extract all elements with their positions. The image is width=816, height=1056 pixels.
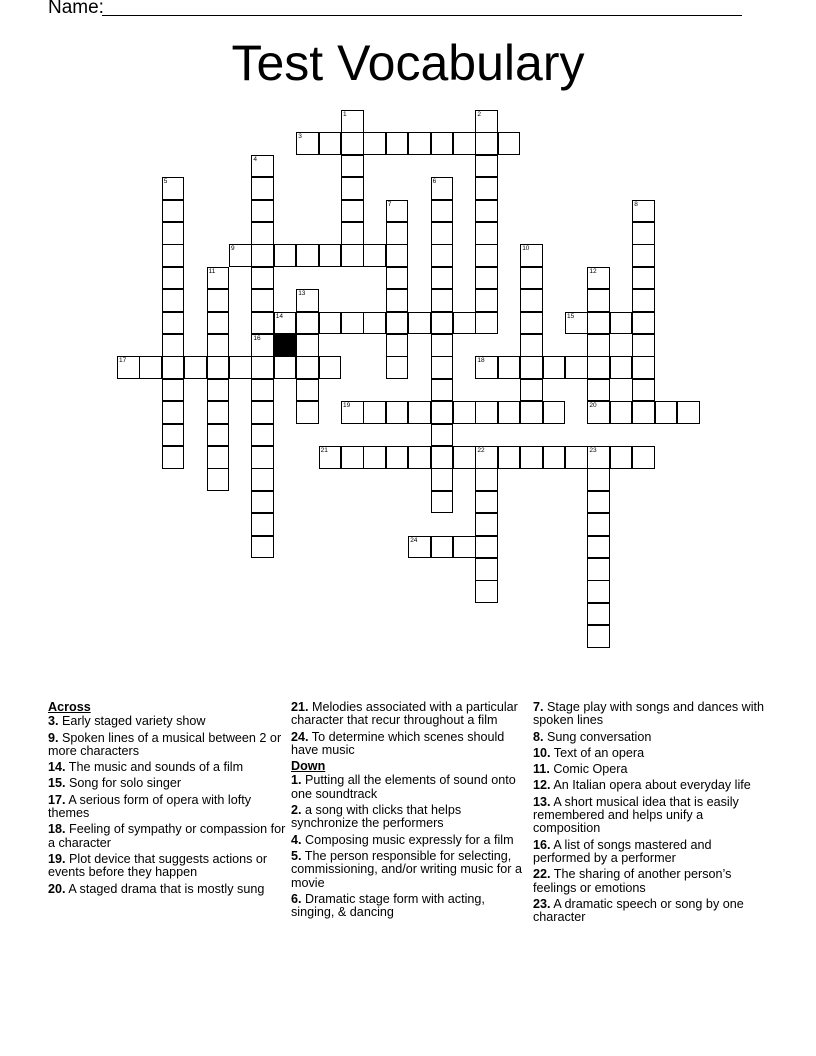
clue-text: Song for solo singer [69,776,182,791]
grid-cell[interactable] [207,356,230,379]
grid-cell[interactable] [610,312,633,335]
clue-across [291,701,529,728]
clue-down [291,804,529,831]
grid-cell[interactable] [475,222,498,245]
grid-cell[interactable] [251,424,274,447]
grid-cell[interactable] [498,401,521,424]
grid-cell[interactable] [431,177,454,200]
grid-cell[interactable] [162,267,185,290]
grid-cell[interactable] [520,312,543,335]
grid-cell[interactable] [520,334,543,357]
clue-number: 11 [208,267,216,275]
clues-column-2 [291,701,529,922]
clue-number: 11. [533,762,550,777]
clue-number: 21. [291,700,309,714]
grid-cell[interactable] [520,356,543,379]
grid-cell[interactable] [431,312,454,335]
grid-cell[interactable] [229,244,252,267]
grid-cell[interactable] [296,289,319,312]
grid-cell[interactable] [251,536,274,559]
grid-cell[interactable] [587,558,610,581]
grid-cell[interactable] [207,334,230,357]
grid-cell[interactable] [251,356,274,379]
clue-number: 22. [533,867,551,882]
grid-cell[interactable] [251,244,274,267]
grid-cell[interactable] [632,200,655,223]
grid-cell[interactable] [341,401,364,424]
grid-cell[interactable] [117,356,140,379]
grid-cell[interactable] [475,200,498,223]
grid-cell[interactable] [296,244,319,267]
clue-number: 13 [298,290,306,298]
grid-cell[interactable] [319,244,342,267]
clue-down [533,839,771,866]
grid-cell[interactable] [587,536,610,559]
grid-cell[interactable] [162,244,185,267]
grid-cell[interactable] [363,312,386,335]
grid-cell[interactable] [296,379,319,402]
grid-cell[interactable] [408,132,431,155]
grid-cell[interactable] [520,267,543,290]
clue-number: 3 [298,133,302,141]
clue-number: 9 [231,245,235,253]
clue-number: 9. [48,730,59,745]
grid-cell[interactable] [475,536,498,559]
clue-number: 10 [522,245,530,253]
clue-text: To determine which scenes should have music [291,729,505,757]
grid-cell[interactable] [341,244,364,267]
grid-cell[interactable] [520,289,543,312]
grid-cell[interactable] [251,379,274,402]
grid-cell[interactable] [274,312,297,335]
grid-cell[interactable] [296,356,319,379]
grid-cell[interactable] [475,401,498,424]
grid-cell[interactable] [632,244,655,267]
grid-cell[interactable] [319,356,342,379]
clue-text: A list of songs mastered and performed by a performer [533,837,712,865]
grid-cell[interactable] [475,177,498,200]
across-heading: Across [48,700,91,714]
clue-number: 7 [387,200,392,208]
clue-number: 13. [533,794,551,809]
grid-cell[interactable] [587,356,610,379]
clues-column-3 [533,701,771,927]
grid-cell[interactable] [475,580,498,603]
grid-cell[interactable] [565,446,588,469]
grid-cell[interactable] [587,468,610,491]
grid-cell[interactable] [251,401,274,424]
grid-cell[interactable] [565,356,588,379]
clue-text: Melodies associated with a particular character that recur throughout a film [291,700,518,728]
clue-number: 16. [533,837,551,852]
grid-cell[interactable] [453,536,476,559]
grid-cell[interactable] [251,468,274,491]
grid-cell[interactable] [207,401,230,424]
grid-cell[interactable] [274,244,297,267]
grid-cell[interactable] [363,401,386,424]
grid-cell[interactable] [587,267,610,290]
clue-down [533,747,771,760]
grid-cell[interactable] [386,200,409,223]
clue-number: 21 [320,447,328,454]
grid-cell[interactable] [431,424,454,447]
grid-cell[interactable] [139,356,162,379]
clue-across [48,823,286,850]
grid-cell[interactable] [431,289,454,312]
grid-cell[interactable] [408,401,431,424]
clues-column-1 [48,701,286,899]
clue-down [291,893,529,920]
clue-number: 18 [477,357,485,365]
clue-text: Putting all the elements of sound onto one soundtrack [291,773,516,801]
page-title: Test Vocabulary [231,35,585,91]
grid-cell[interactable] [520,446,543,469]
grid-cell[interactable] [386,222,409,245]
grid-cell[interactable] [475,289,498,312]
grid-cell[interactable] [677,401,700,424]
grid-cell[interactable] [587,446,610,469]
grid-cell[interactable] [162,424,185,447]
clue-across [48,883,286,896]
grid-cell[interactable] [565,312,588,335]
grid-cell[interactable] [475,558,498,581]
grid-cell[interactable] [251,222,274,245]
clue-number: 20. [48,881,66,896]
clue-number: 12. [533,778,551,793]
clue-down [533,868,771,895]
clue-down [291,850,529,890]
clue-text: Early staged variety show [62,714,206,729]
grid-cell[interactable] [475,267,498,290]
grid-cell[interactable] [408,536,431,559]
clue-across [291,731,529,758]
clue-number: 12 [589,267,597,275]
clue-text: The sharing of another person’s feelings or emotions [533,867,732,895]
clue-number: 24. [291,729,309,744]
grid-cell[interactable] [386,289,409,312]
clue-number: 6. [291,891,302,906]
grid-cell[interactable] [251,513,274,536]
grid-cell[interactable] [475,132,498,155]
grid-cell[interactable] [520,401,543,424]
grid-cell[interactable] [431,222,454,245]
grid-cell[interactable] [207,267,230,290]
clue-number: 14 [275,312,284,320]
grid-cell[interactable] [520,379,543,402]
clue-text: Plot device that suggests actions or events before they happen [48,851,268,880]
grid-cell[interactable] [207,446,230,469]
grid-cell[interactable] [386,312,409,335]
grid-cell[interactable] [386,401,409,424]
clue-text: Dramatic stage form with acting, singing, & dancing [291,891,485,920]
grid-cell[interactable] [341,110,364,133]
grid-cell[interactable] [543,446,566,469]
clue-text: The person responsible for selecting, commissioning, and/or writing music for a movie [291,848,522,890]
grid-cell[interactable] [475,491,498,514]
grid-cell[interactable] [431,334,454,357]
clue-down [533,796,771,836]
grid-cell[interactable] [296,334,319,357]
grid-cell[interactable] [543,356,566,379]
clue-number: 3. [48,714,59,729]
grid-cell[interactable] [431,468,454,491]
clue-number: 24 [410,536,418,544]
clue-number: 5. [291,848,302,863]
clue-number: 5 [163,178,168,186]
clue-text: a song with clicks that helps synchronize the performers [291,803,462,831]
grid-cell[interactable] [587,379,610,402]
grid-cell[interactable] [632,379,655,402]
clue-number: 4. [291,832,302,847]
grid-cell[interactable] [431,379,454,402]
grid-cell[interactable] [386,446,409,469]
grid-cell[interactable] [363,244,386,267]
grid-cell[interactable] [453,446,476,469]
clue-number: 17 [119,357,127,365]
grid-cell[interactable] [632,356,655,379]
grid-cell[interactable] [520,244,543,267]
clue-number: 14. [48,760,66,775]
grid-cell[interactable] [162,356,185,379]
clue-text: A short musical idea that is easily remembered and helps unify a composition [533,794,739,836]
grid-cell[interactable] [632,401,655,424]
grid-cell[interactable] [251,289,274,312]
grid-cell[interactable] [587,625,610,648]
grid-cell[interactable] [207,424,230,447]
clue-down [533,763,771,776]
clue-text: A dramatic speech or song by one character [533,896,744,925]
grid-cell[interactable] [207,468,230,491]
grid-cell[interactable] [386,334,409,357]
clue-down [291,834,529,847]
clue-text: Composing music expressly for a film [305,832,514,847]
grid-cell[interactable] [162,379,185,402]
clue-number: 4 [253,155,258,163]
grid-cell[interactable] [229,356,252,379]
grid-cell[interactable] [632,267,655,290]
clue-number: 18. [48,822,66,837]
grid-cell[interactable] [632,446,655,469]
grid-cell[interactable] [431,267,454,290]
clue-text: Text of an opera [553,745,645,760]
grid-cell[interactable] [431,401,454,424]
clue-number: 2. [291,803,302,818]
grid-cell[interactable] [587,603,610,626]
name-label: Name: [48,0,104,18]
grid-cell[interactable] [341,222,364,245]
grid-cell[interactable] [296,401,319,424]
grid-cell[interactable] [341,200,364,223]
grid-cell[interactable] [341,446,364,469]
grid-cell[interactable] [207,379,230,402]
clue-number: 23. [533,896,551,911]
clue-number: 17. [48,792,66,807]
clue-across [48,761,286,774]
grid-cell[interactable] [207,312,230,335]
grid-cell[interactable] [475,155,498,178]
grid-cell[interactable] [632,334,655,357]
grid-cell[interactable] [341,155,364,178]
grid-cell[interactable] [475,244,498,267]
grid-cell[interactable] [475,356,498,379]
grid-cell[interactable] [632,312,655,335]
grid-cell[interactable] [610,356,633,379]
grid-cell[interactable] [610,446,633,469]
grid-cell[interactable] [386,244,409,267]
grid-cell[interactable] [341,177,364,200]
grid-cell[interactable] [475,110,498,133]
clue-text: The music and sounds of a film [68,760,244,775]
grid-cell[interactable] [453,401,476,424]
grid-cell[interactable] [363,446,386,469]
grid-cell[interactable] [386,356,409,379]
grid-cell[interactable] [632,289,655,312]
grid-cell[interactable] [475,312,498,335]
grid-cell[interactable] [296,132,319,155]
grid-cell[interactable] [341,132,364,155]
grid-cell[interactable] [319,446,342,469]
grid-cell-black [274,334,297,357]
grid-cell[interactable] [610,401,633,424]
clue-down [533,731,771,744]
grid-cell[interactable] [251,267,274,290]
grid-cell[interactable] [587,491,610,514]
grid-cell[interactable] [453,312,476,335]
grid-cell[interactable] [386,132,409,155]
grid-cell[interactable] [162,222,185,245]
grid-cell[interactable] [319,132,342,155]
grid-cell[interactable] [251,177,274,200]
grid-cell[interactable] [207,289,230,312]
grid-cell[interactable] [162,334,185,357]
clue-across [48,715,286,728]
grid-cell[interactable] [475,468,498,491]
grid-cell[interactable] [251,312,274,335]
grid-cell[interactable] [274,356,297,379]
grid-cell[interactable] [543,401,566,424]
grid-cell[interactable] [184,356,207,379]
grid-cell[interactable] [319,312,342,335]
clue-number: 2 [477,111,482,118]
grid-cell[interactable] [475,513,498,536]
clue-number: 8. [533,729,544,744]
grid-cell[interactable] [363,132,386,155]
grid-cell[interactable] [251,155,274,178]
clue-text: Feeling of sympathy or compassion for a character [48,822,286,850]
down-heading: Down [291,759,326,774]
grid-cell[interactable] [386,267,409,290]
clue-text: Sung conversation [547,729,652,744]
clue-number: 22 [477,447,485,454]
clue-text: A serious form of opera with lofty themes [48,792,252,821]
grid-cell[interactable] [632,222,655,245]
clue-number: 19. [48,851,66,866]
grid-cell[interactable] [475,446,498,469]
grid-cell[interactable] [162,312,185,335]
grid-cell[interactable] [251,446,274,469]
clue-down [533,779,771,792]
clue-across [48,853,286,880]
clue-number: 16 [253,335,261,342]
grid-cell[interactable] [587,401,610,424]
clue-number: 7. [533,700,544,714]
grid-cell[interactable] [431,356,454,379]
grid-cell[interactable] [587,580,610,603]
clue-across [48,732,286,759]
grid-cell[interactable] [431,244,454,267]
grid-cell[interactable] [587,312,610,335]
grid-cell[interactable] [587,334,610,357]
grid-cell[interactable] [498,356,521,379]
grid-cell[interactable] [431,132,454,155]
grid-cell[interactable] [341,312,364,335]
grid-cell[interactable] [162,177,185,200]
grid-cell[interactable] [251,491,274,514]
clue-number: 8 [634,200,638,208]
grid-cell[interactable] [251,200,274,223]
clue-number: 6 [432,178,437,186]
clue-text: Comic Opera [553,762,628,777]
grid-cell[interactable] [431,536,454,559]
clue-text: Stage play with songs and dances with spoken lines [533,700,765,728]
grid-cell[interactable] [587,289,610,312]
clue-down [533,701,771,728]
clue-number: 1 [343,111,347,118]
grid-cell[interactable] [431,446,454,469]
clue-number: 10. [533,745,551,760]
grid-cell[interactable] [431,200,454,223]
clue-number: 15 [567,312,575,320]
clue-text: An Italian opera about everyday life [553,778,751,793]
grid-cell[interactable] [408,312,431,335]
clue-across [48,777,286,790]
grid-cell[interactable] [162,401,185,424]
clue-number: 20 [589,402,597,410]
clue-text: A staged drama that is mostly sung [68,881,265,896]
grid-cell[interactable] [587,513,610,536]
grid-cell[interactable] [162,200,185,223]
clue-number: 1. [291,773,302,788]
clue-down [291,774,529,801]
clue-number: 23 [589,447,597,454]
clue-text: Spoken lines of a musical between 2 or more characters [48,730,282,758]
grid-cell[interactable] [408,446,431,469]
grid-cell[interactable] [655,401,678,424]
clue-number: 19 [343,402,351,410]
grid-cell[interactable] [431,491,454,514]
clue-down [533,898,771,925]
grid-cell[interactable] [162,446,185,469]
grid-cell[interactable] [296,312,319,335]
grid-cell[interactable] [453,132,476,155]
clue-across [48,794,286,821]
clue-number: 15. [48,776,66,791]
grid-cell[interactable] [162,289,185,312]
grid-cell[interactable] [498,446,521,469]
grid-cell[interactable] [251,334,274,357]
grid-cell[interactable] [498,132,521,155]
